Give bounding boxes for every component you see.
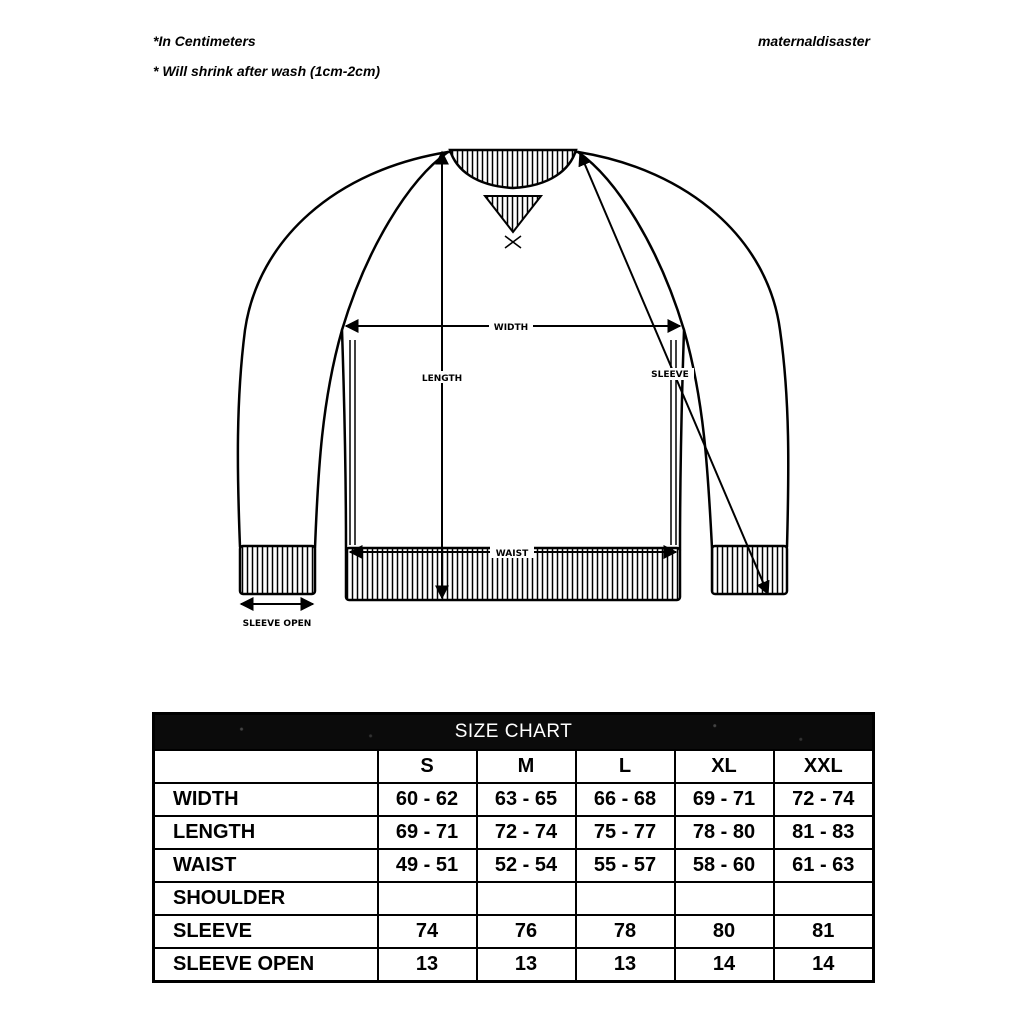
table-row	[154, 783, 874, 816]
table-cell: 52 - 54	[477, 849, 576, 882]
table-cell: 76	[477, 915, 576, 948]
shrink-note: * Will shrink after wash (1cm-2cm)	[153, 63, 381, 79]
table-cell	[576, 882, 675, 915]
table-cell: 81 - 83	[774, 816, 874, 849]
row-label: LENGTH	[154, 816, 378, 849]
table-cell: 13	[477, 948, 576, 982]
table-cell: 74	[378, 915, 477, 948]
table-cell: 81	[774, 915, 874, 948]
table-cell: 80	[675, 915, 774, 948]
row-label: SHOULDER	[154, 882, 378, 915]
table-cell	[378, 882, 477, 915]
size-header: XXL	[774, 750, 874, 783]
table-cell: 72 - 74	[477, 816, 576, 849]
length-label: LENGTH	[421, 374, 463, 384]
table-cell: 60 - 62	[378, 783, 477, 816]
waist-label: WAIST	[495, 549, 529, 559]
table-cell: 58 - 60	[675, 849, 774, 882]
size-header: XL	[675, 750, 774, 783]
row-label: SLEEVE	[154, 915, 378, 948]
table-cell: 78 - 80	[675, 816, 774, 849]
table-cell: 49 - 51	[378, 849, 477, 882]
table-cell: 14	[675, 948, 774, 982]
brand-name: maternaldisaster	[757, 33, 870, 49]
unit-note: *In Centimeters	[153, 33, 256, 49]
right-cuff	[712, 546, 787, 594]
left-cuff	[240, 546, 315, 594]
row-label: WIDTH	[154, 783, 378, 816]
size-header-row	[154, 750, 874, 783]
size-header: L	[576, 750, 675, 783]
table-cell	[774, 882, 874, 915]
table-cell: 69 - 71	[675, 783, 774, 816]
table-row	[154, 816, 874, 849]
table-row	[154, 849, 874, 882]
table-cell: 69 - 71	[378, 816, 477, 849]
table-cell: 13	[576, 948, 675, 982]
table-cell: 55 - 57	[576, 849, 675, 882]
size-chart-title-row	[154, 714, 874, 751]
size-chart-table	[152, 712, 875, 983]
size-chart-title: SIZE CHART	[154, 714, 874, 751]
table-cell: 61 - 63	[774, 849, 874, 882]
size-header: S	[378, 750, 477, 783]
table-cell: 75 - 77	[576, 816, 675, 849]
table-row	[154, 948, 874, 982]
sleeve-label: SLEEVE	[651, 370, 689, 380]
corner-cell	[154, 750, 378, 783]
table-cell	[477, 882, 576, 915]
table-cell: 14	[774, 948, 874, 982]
size-header: M	[477, 750, 576, 783]
table-row	[154, 915, 874, 948]
table-cell: 13	[378, 948, 477, 982]
row-label: SLEEVE OPEN	[154, 948, 378, 982]
sleeve-open-label: SLEEVE OPEN	[242, 619, 312, 629]
table-cell: 78	[576, 915, 675, 948]
width-label: WIDTH	[493, 323, 529, 333]
table-cell: 72 - 74	[774, 783, 874, 816]
table-cell: 63 - 65	[477, 783, 576, 816]
table-cell: 66 - 68	[576, 783, 675, 816]
table-row	[154, 882, 874, 915]
row-label: WAIST	[154, 849, 378, 882]
table-cell	[675, 882, 774, 915]
